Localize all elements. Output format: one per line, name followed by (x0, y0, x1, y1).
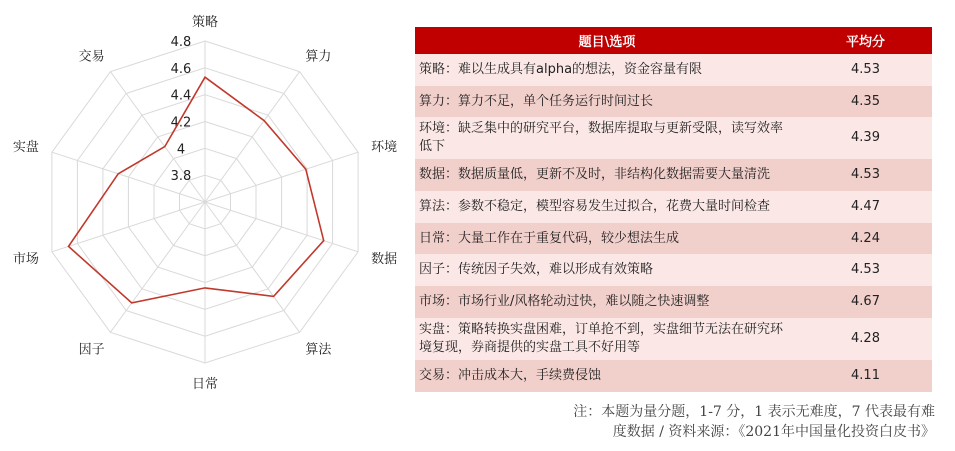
table-row (415, 254, 932, 286)
table-header-row (415, 27, 932, 54)
radar-spoke (205, 202, 300, 332)
table-row (415, 191, 932, 223)
table-cell-score: 4.53 (851, 167, 880, 183)
header-item: 题目\选项 (415, 27, 799, 54)
table-row (415, 54, 932, 86)
table-row (415, 159, 932, 191)
table-cell-score: 4.67 (851, 293, 880, 309)
header-score: 平均分 (799, 27, 932, 54)
radar-axis-label: 日常 (191, 377, 219, 392)
table-cell-item: 数据：数据质量低，更新不及时，非结构化数据需要大量清洗 (419, 167, 771, 183)
radar-tick-label: 4.6 (170, 61, 192, 77)
table-row (415, 117, 932, 159)
radar-axis-label: 市场 (12, 251, 39, 267)
radar-chart (0, 0, 410, 451)
table-cell-item: 日常：大量工作在于重复代码，较少想法生成 (419, 230, 680, 246)
difficulty-table-grid (415, 27, 932, 392)
table-cell-score: 4.47 (851, 198, 880, 214)
table-row (415, 360, 932, 392)
radar-axis-label: 算力 (305, 49, 332, 65)
table-cell-item: 策略：难以生成具有alpha的想法，资金容量有限 (419, 61, 703, 77)
table-cell-score: 4.39 (851, 130, 880, 146)
radar-axis-label: 实盘 (12, 140, 39, 156)
table-row (415, 223, 932, 255)
difficulty-table (415, 27, 932, 392)
source-note-line-2: 度数据 / 资料来源：《2021年中国量化投资白皮书》 (612, 424, 935, 440)
table-cell-item: 算法：参数不稳定，模型容易发生过拟合，花费大量时间检查 (419, 198, 771, 214)
table-cell-item: 交易：冲击成本大，手续费侵蚀 (419, 367, 602, 383)
table-cell-score: 4.28 (851, 330, 880, 346)
radar-axis-label: 交易 (78, 49, 105, 65)
radar-tick-label: 4 (176, 142, 186, 158)
radar-tick-label: 4.2 (170, 115, 192, 131)
radar-axis-label: 数据 (371, 251, 398, 267)
table-cell-score: 4.53 (851, 61, 880, 77)
table-cell-score: 4.35 (851, 93, 880, 109)
table-cell-item: 环境：缺乏集中的研究平台，数据库提取与更新受限，读写效率低下 (419, 121, 784, 155)
table-cell-item: 算力：算力不足，单个任务运行时间过长 (419, 93, 654, 109)
table-row (415, 318, 932, 360)
radar-tick-label: 4.8 (170, 35, 192, 50)
source-note-line-1: 注：本题为量分题，1-7 分，1 表示无难度，7 代表最有难 (573, 404, 935, 420)
radar-chart-svg (0, 0, 410, 451)
table-cell-score: 4.11 (851, 367, 880, 383)
radar-axis-label: 因子 (78, 342, 105, 358)
table-cell-score: 4.53 (851, 262, 880, 278)
table-cell-item: 实盘：策略转换实盘困难，订单抢不到，实盘细节无法在研究环境复现，券商提供的实盘工具不好用等 (419, 321, 784, 355)
table-row (415, 286, 932, 318)
radar-axis-label: 环境 (371, 140, 398, 156)
radar-spoke (110, 202, 205, 332)
source-note (480, 402, 935, 442)
table-cell-item: 因子：传统因子失效，难以形成有效策略 (419, 262, 654, 278)
table-cell-item: 市场：市场行业/风格轮动过快，难以随之快速调整 (419, 293, 710, 309)
table-cell-score: 4.24 (851, 230, 880, 246)
table-row (415, 86, 932, 118)
radar-spoke (205, 72, 300, 202)
radar-axis-label: 算法 (305, 342, 332, 358)
radar-tick-label: 3.8 (170, 169, 192, 185)
radar-tick-label: 4.4 (170, 88, 192, 104)
radar-axis-label: 策略 (191, 15, 219, 30)
